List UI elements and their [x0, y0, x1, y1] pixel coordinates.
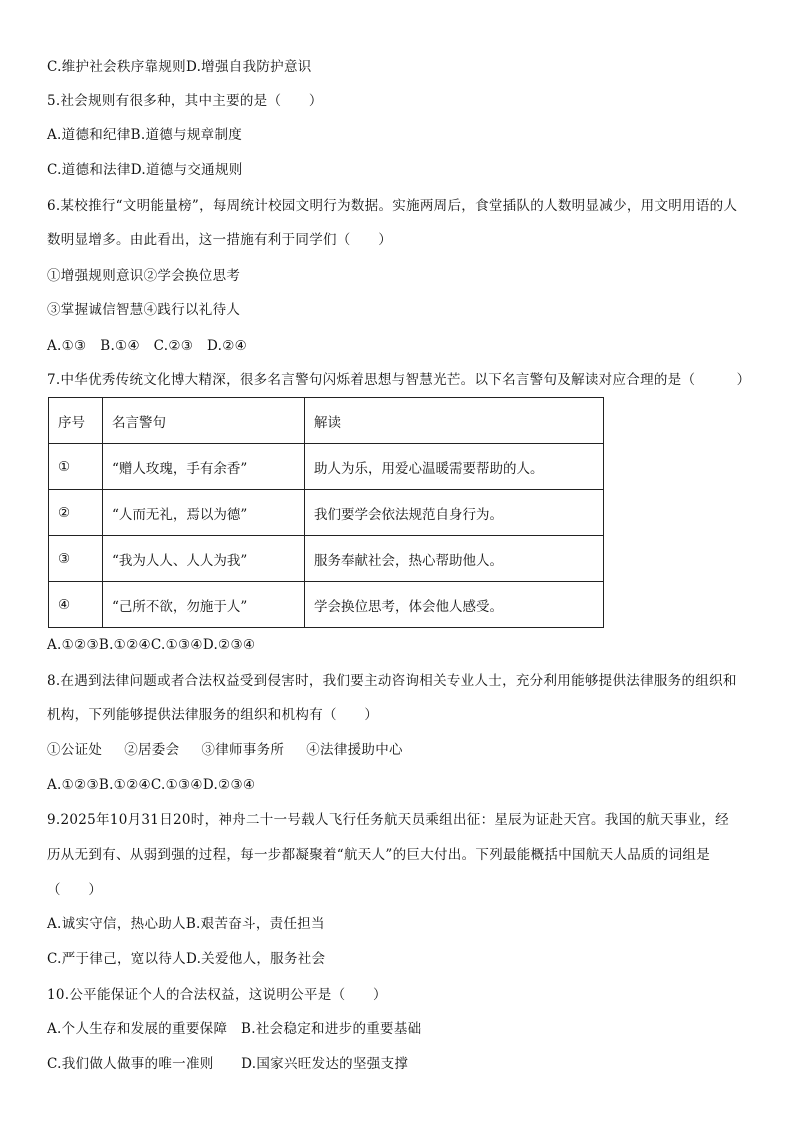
q8-stem-line1: 8.在遇到法律问题或者合法权益受到侵害时，我们要主动咨询相关专业人士，充分利用能够提供法律服务的组织和	[47, 673, 737, 689]
row-number: ①	[49, 444, 103, 490]
q8-options: A.①②③B.①②④C.①③④D.②③④	[47, 777, 256, 793]
q8-statement-2: ②居委会	[124, 742, 180, 758]
q8-statements	[47, 740, 403, 760]
header-interpretation: 解读	[305, 398, 604, 444]
table-header-row	[49, 398, 604, 444]
table-row	[49, 582, 604, 628]
row-interpretation: 我们要学会依法规范自身行为。	[305, 490, 604, 536]
q10-options-cd: C.我们做人做事的唯一准则 D.国家兴旺发达的坚强支撑	[47, 1056, 409, 1072]
q6-stem-line1: 6.某校推行“文明能量榜”，每周统计校园文明行为数据。实施两周后，食堂插队的人数明显减少，用文明用语的人	[47, 198, 738, 214]
quotes-table	[48, 397, 604, 628]
q10-options-ab: A.个人生存和发展的重要保障 B.社会稳定和进步的重要基础	[47, 1021, 422, 1037]
header-number: 序号	[49, 398, 103, 444]
q8-stem-line2: 机构，下列能够提供法律服务的组织和机构有（ ）	[47, 707, 379, 723]
row-interpretation: 学会换位思考，体会他人感受。	[305, 582, 604, 628]
row-number: ③	[49, 536, 103, 582]
header-quote: 名言警句	[103, 398, 305, 444]
q8-statement-3: ③律师事务所	[201, 742, 285, 758]
row-interpretation: 助人为乐，用爱心温暖需要帮助的人。	[305, 444, 604, 490]
row-interpretation: 服务奉献社会，热心帮助他人。	[305, 536, 604, 582]
row-quote: “人而无礼，焉以为德”	[103, 490, 305, 536]
q6-options: A.①③ B.①④ C.②③ D.②④	[47, 338, 248, 354]
q4-options-cd: C.维护社会秩序靠规则D.增强自我防护意识	[47, 59, 312, 75]
q7-options: A.①②③B.①②④C.①③④D.②③④	[47, 637, 256, 653]
q6-stem-line2: 数明显增多。由此看出，这一措施有利于同学们（ ）	[47, 232, 392, 248]
row-number: ②	[49, 490, 103, 536]
row-number: ④	[49, 582, 103, 628]
row-quote: “我为人人、人人为我”	[103, 536, 305, 582]
q8-statement-4: ④法律援助中心	[306, 742, 403, 758]
q10-stem: 10.公平能保证个人的合法权益，这说明公平是（ ）	[47, 987, 387, 1003]
table-row	[49, 444, 604, 490]
q9-stem-line1: 9.2025年10月31日20时，神舟二十一号载人飞行任务航天员乘组出征：星辰为证赴天宫。我国的航天事业，经	[47, 812, 729, 828]
q6-statements-3-4: ③掌握诚信智慧④践行以礼待人	[47, 302, 241, 318]
q9-stem-line2: 历从无到有、从弱到强的过程，每一步都凝聚着“航天人”的巨大付出。下列最能概括中国航天人品质的词组是	[47, 847, 711, 863]
q9-options-cd: C.严于律己，宽以待人D.关爱他人，服务社会	[47, 951, 326, 967]
q5-options-ab: A.道德和纪律B.道德与规章制度	[47, 127, 243, 143]
q5-options-cd: C.道德和法律D.道德与交通规则	[47, 162, 243, 178]
row-quote: “己所不欲，勿施于人”	[103, 582, 305, 628]
q6-statements-1-2: ①增强规则意识②学会换位思考	[47, 268, 241, 284]
q7-stem: 7.中华优秀传统文化博大精深，很多名言警句闪烁着思想与智慧光芒。以下名言警句及解读对应合理的是（ ）	[47, 372, 751, 388]
row-quote: “赠人玫瑰，手有余香”	[103, 444, 305, 490]
table-row	[49, 536, 604, 582]
q9-options-ab: A.诚实守信，热心助人B.艰苦奋斗，责任担当	[47, 916, 325, 932]
q5-stem: 5.社会规则有很多种，其中主要的是（ ）	[47, 93, 323, 109]
table-row	[49, 490, 604, 536]
q9-answer-blank: （ ）	[47, 882, 103, 898]
q8-statement-1: ①公证处	[47, 742, 103, 758]
